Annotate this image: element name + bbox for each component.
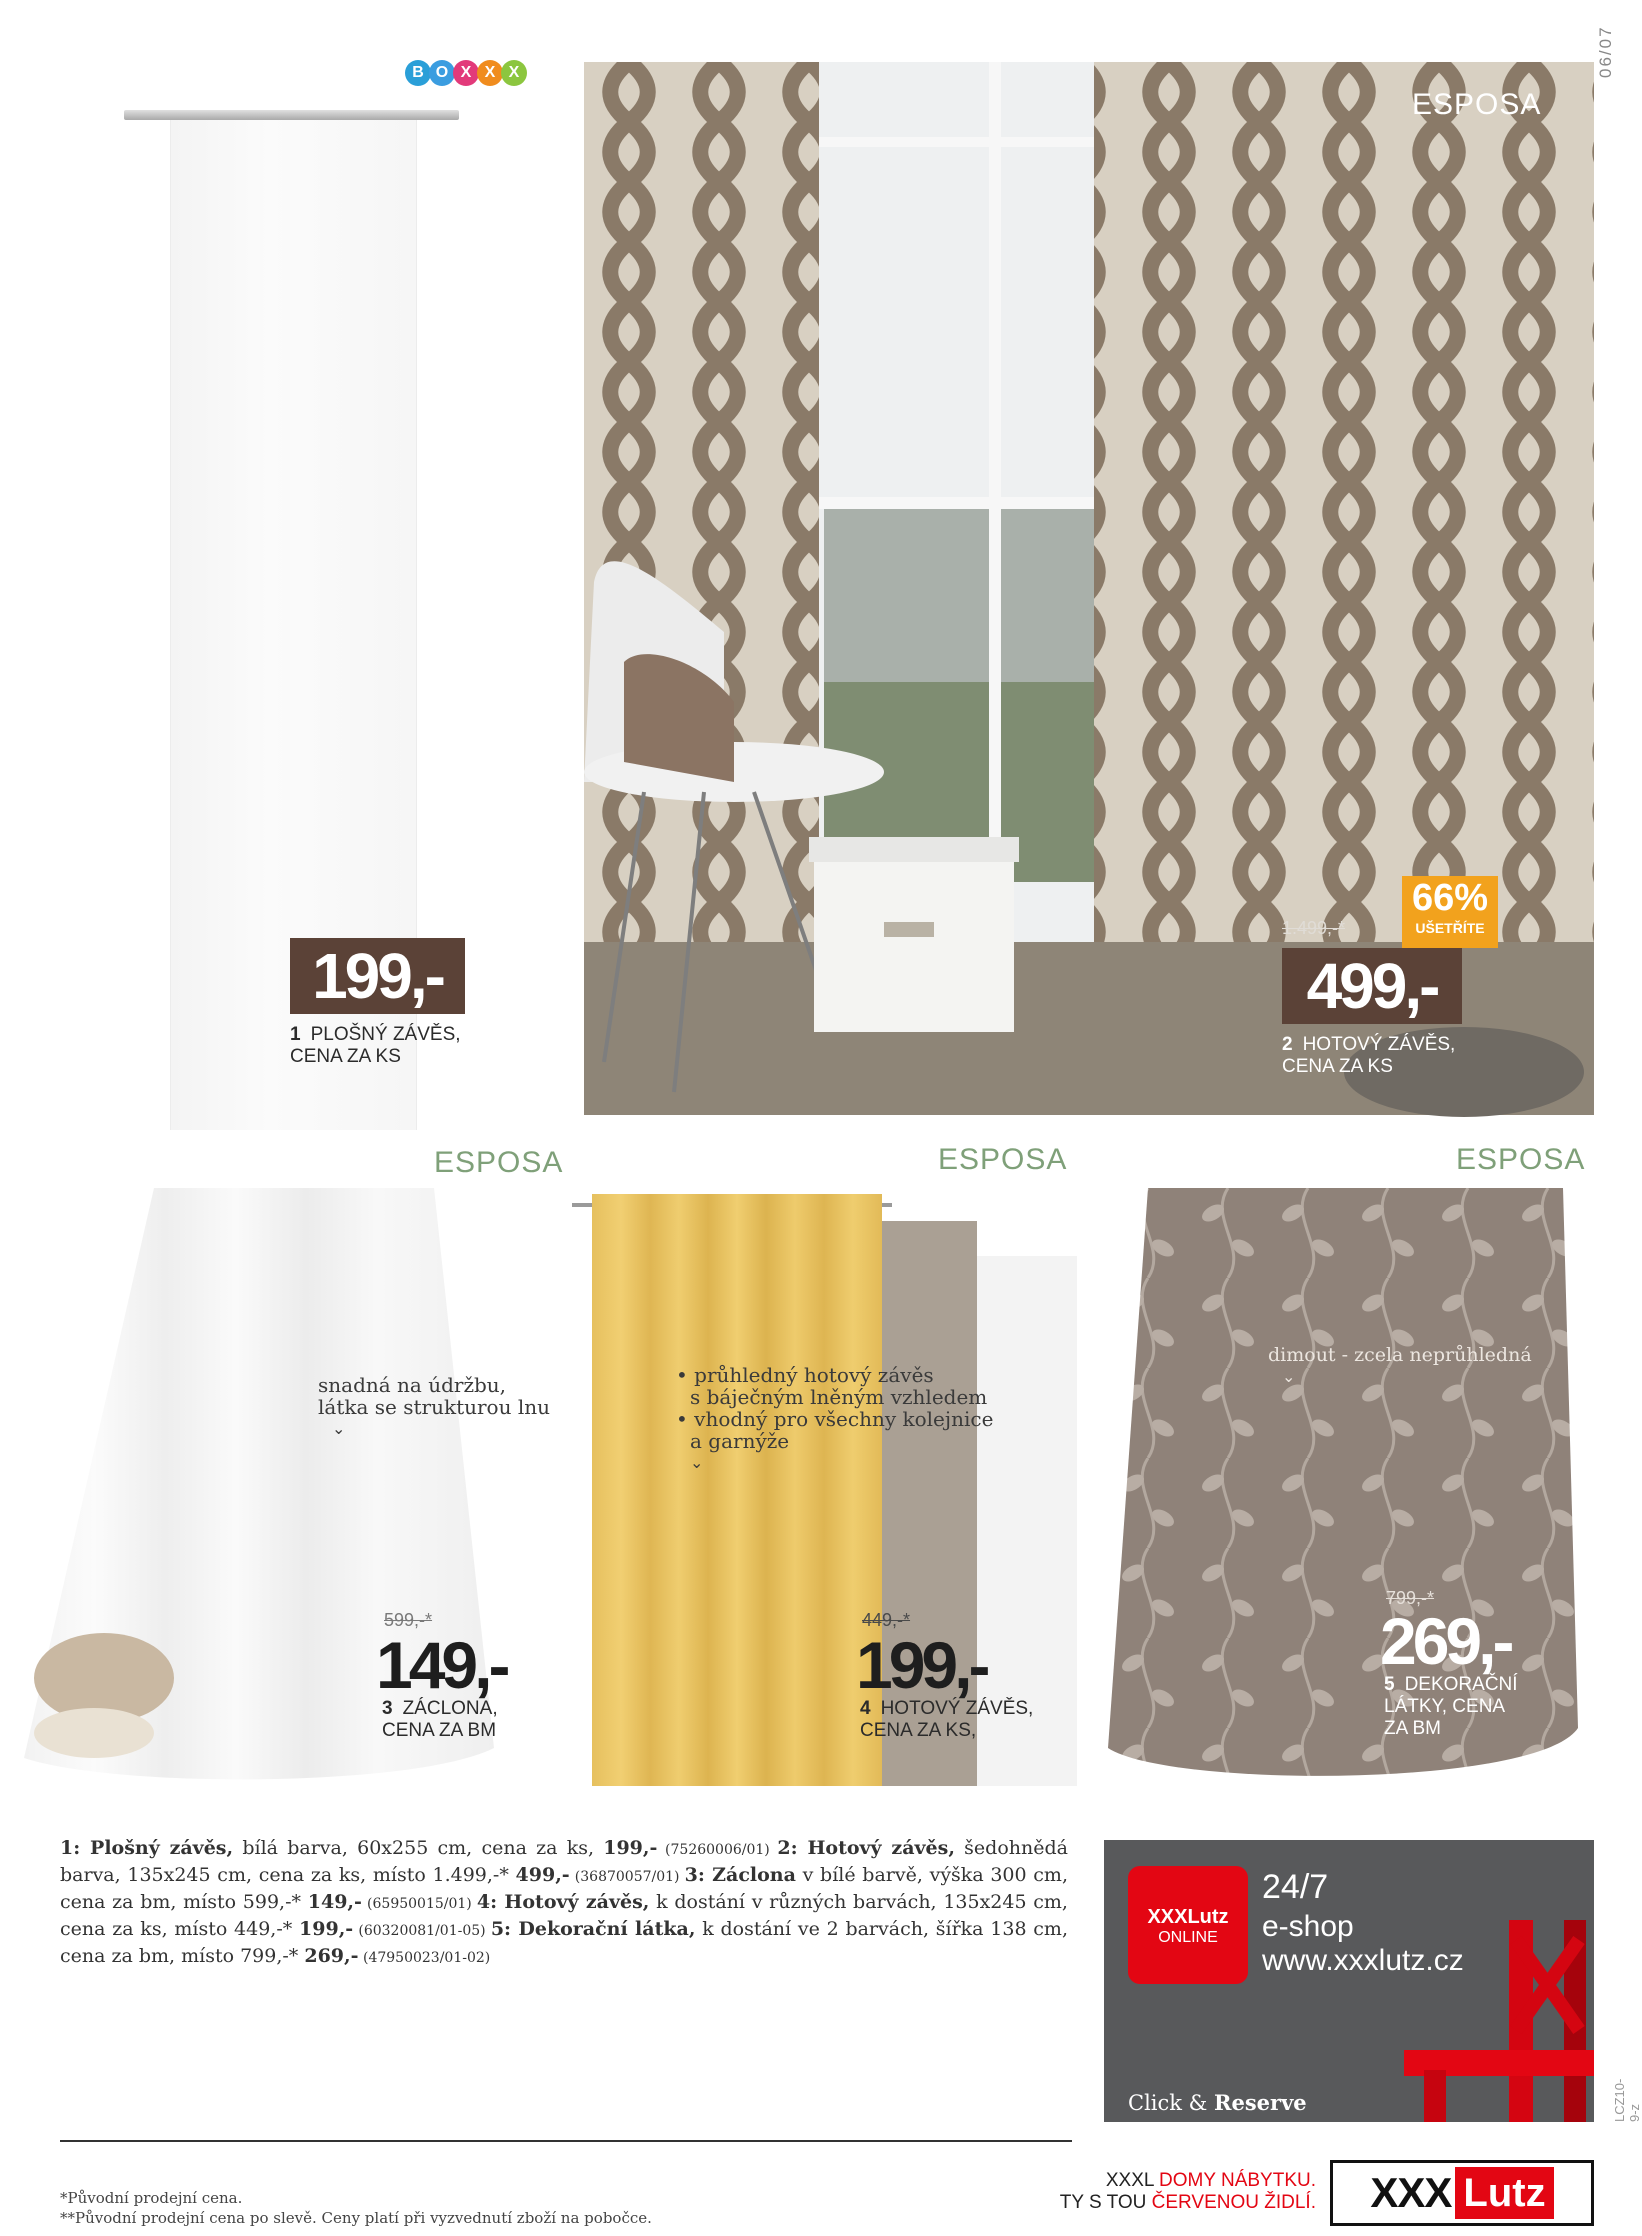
slogan-red: DOMY NÁBYTKU. [1159, 2170, 1316, 2191]
description-text: k dostání ve 2 barvách, šířka 138 cm, cena za bm, místo 799,-* [60, 1918, 1068, 1967]
product-number: 3 [382, 1698, 393, 1719]
caption-line: PLOŠNÝ ZÁVĚS, [310, 1024, 461, 1045]
description-code: (47950023/01-02) [358, 1950, 491, 1966]
note-line: látka se strukturou lnu [318, 1395, 550, 1419]
brand-esposa-4: ESPOSA [938, 1143, 1068, 1176]
description-bold: 199,- [299, 1918, 354, 1940]
boxxx-letter: X [477, 60, 503, 86]
caption-line: HOTOVÝ ZÁVĚS, [1302, 1034, 1456, 1055]
product-number: 1 [290, 1024, 301, 1045]
amp-text: & [1182, 2091, 1215, 2115]
caption-5 [1384, 1674, 1518, 1740]
chevron-down-icon: ⌄ [690, 1453, 704, 1472]
dimout-curtain-image [1108, 1188, 1594, 1796]
xxxlutz-online-logo [1128, 1866, 1248, 1984]
caption-2 [1282, 1034, 1455, 1078]
footnote: **Původní prodejní cena po slevě. Ceny platí při vyzvednutí zboží na pobočce. [60, 2209, 652, 2227]
note-5 [1268, 1344, 1532, 1388]
bullet-text: vhodný pro všechny kolejnice [694, 1407, 994, 1431]
reserve-text: Reserve [1214, 2090, 1307, 2115]
boxxx-letter: X [501, 60, 527, 86]
caption-line: DEKORAČNÍ [1404, 1674, 1518, 1695]
caption-line: ZA BM [1384, 1718, 1442, 1739]
note-3 [318, 1374, 550, 1440]
caption-line: LÁTKY, CENA [1384, 1696, 1506, 1717]
slogan-text: XXXL [1105, 2170, 1154, 2191]
curtains-set-image [572, 1186, 1092, 1786]
note-line: dimout - zcela neprůhledná [1268, 1344, 1532, 1366]
logo-xxx: XXX [1370, 2169, 1452, 2216]
product-description [60, 1836, 1068, 1971]
eshop-banner[interactable] [1104, 1840, 1594, 2122]
page-number: 06/07 [1596, 25, 1615, 78]
caption-line: CENA ZA KS [290, 1046, 401, 1067]
footnotes [60, 2188, 652, 2228]
bullet-item: • průhledný hotový závěs [676, 1363, 934, 1387]
boxxx-logo [405, 60, 527, 86]
xxxlutz-logo[interactable] [1330, 2160, 1594, 2226]
description-text: bílá barva, 60x255 cm, cena za ks, [233, 1837, 604, 1859]
price-4: 199,- [856, 1628, 987, 1702]
logo-line: XXXLutz [1147, 1906, 1229, 1928]
bullet-item: • vhodný pro všechny kolejnice [676, 1407, 994, 1431]
caption-line: CENA ZA KS [1282, 1056, 1393, 1077]
caption-1 [290, 1024, 461, 1068]
description-text: k dostání v různých barvách, 135x245 cm, cena za ks, místo 449,-* [60, 1891, 1068, 1940]
bullet-text: průhledný hotový závěs [694, 1363, 934, 1387]
bullet-item: a garnýže [690, 1429, 790, 1453]
caption-line: CENA ZA BM [382, 1720, 497, 1741]
description-bold: 3: Záclona [684, 1864, 796, 1886]
caption-4 [860, 1698, 1033, 1742]
description-bold: 499,- [515, 1864, 570, 1886]
description-bold: 4: Hotový závěs, [476, 1891, 650, 1913]
boxxx-letter: O [429, 60, 455, 86]
description-bold: 1: Plošný závěs, [60, 1837, 234, 1859]
price-3: 149,- [376, 1628, 507, 1702]
old-price-3: 599,-* [384, 1610, 433, 1630]
click-reserve[interactable] [1128, 2090, 1307, 2115]
price-tag-2: 499,- [1282, 948, 1462, 1024]
red-chair-icon [1404, 1920, 1594, 2122]
brand-esposa-2: ESPOSA [1412, 88, 1542, 121]
product-number: 5 [1384, 1674, 1395, 1695]
price-tag-1: 199,- [290, 938, 465, 1014]
description-bold: 149,- [307, 1891, 362, 1913]
brand-esposa-3: ESPOSA [434, 1146, 564, 1179]
chevron-down-icon: ⌄ [332, 1419, 346, 1438]
brand-esposa-5: ESPOSA [1456, 1143, 1586, 1176]
side-code: LCZ10-9-z [1612, 2078, 1642, 2122]
eshop-label: e-shop [1262, 1910, 1354, 1943]
slogan-line-2 [1040, 2192, 1316, 2214]
slogan [1040, 2170, 1316, 2214]
description-text: v bílé barvě, výška 300 cm, cena za bm, místo 599,-* [60, 1864, 1068, 1913]
price-5: 269,- [1380, 1604, 1511, 1678]
description-code: (75260006/01) [657, 1842, 778, 1858]
product-number: 2 [1282, 1034, 1293, 1055]
eshop-hours: 24/7 [1262, 1868, 1329, 1906]
footnote: *Původní prodejní cena. [60, 2189, 243, 2207]
description-bold: 2: Hotový závěs, [777, 1837, 955, 1859]
note-line: snadná na údržbu, [318, 1373, 507, 1397]
chevron-down-icon: ⌄ [1282, 1367, 1296, 1386]
product-number: 4 [860, 1698, 871, 1719]
bullet-item: s báječným lněným vzhledem [690, 1385, 988, 1409]
caption-line: ZÁCLONA, [402, 1698, 498, 1719]
caption-3 [382, 1698, 498, 1742]
click-text: Click [1128, 2091, 1182, 2115]
logo-line: ONLINE [1158, 1929, 1218, 1946]
old-price-4: 449,-* [862, 1610, 911, 1630]
save-badge [1402, 876, 1498, 948]
save-badge-percent: 66% [1411, 877, 1489, 919]
slogan-red: ČERVENOU ŽIDLÍ. [1151, 2192, 1316, 2213]
save-badge-label: UŠETŘÍTE [1415, 920, 1485, 936]
description-code: (36870057/01) [569, 1869, 685, 1885]
footer-divider [60, 2140, 1072, 2142]
slogan-text: TY S TOU [1059, 2192, 1152, 2213]
description-bold: 199,- [603, 1837, 658, 1859]
description-code: (65950015/01) [361, 1896, 477, 1912]
description-code: (60320081/01-05) [353, 1923, 491, 1939]
slogan-line-1 [1040, 2170, 1316, 2192]
description-bold: 5: Dekorační látka, [490, 1918, 696, 1940]
logo-lutz: Lutz [1455, 2167, 1553, 2219]
old-price-2: 1.499,-* [1282, 918, 1346, 938]
old-price-5: 799,-* [1386, 1588, 1435, 1608]
boxxx-letter: B [405, 60, 431, 86]
boxxx-letter: X [453, 60, 479, 86]
description-bold: 269,- [304, 1945, 359, 1967]
panel-curtain-rail [124, 110, 459, 120]
description-text: šedohnědá barva, 135x245 cm, cena za ks, místo 1.499,-* [60, 1837, 1068, 1886]
caption-line: HOTOVÝ ZÁVĚS, [880, 1698, 1034, 1719]
eshop-url[interactable]: www.xxxlutz.cz [1262, 1944, 1464, 1977]
caption-line: CENA ZA KS, [860, 1720, 977, 1741]
bullets-4 [676, 1364, 993, 1474]
